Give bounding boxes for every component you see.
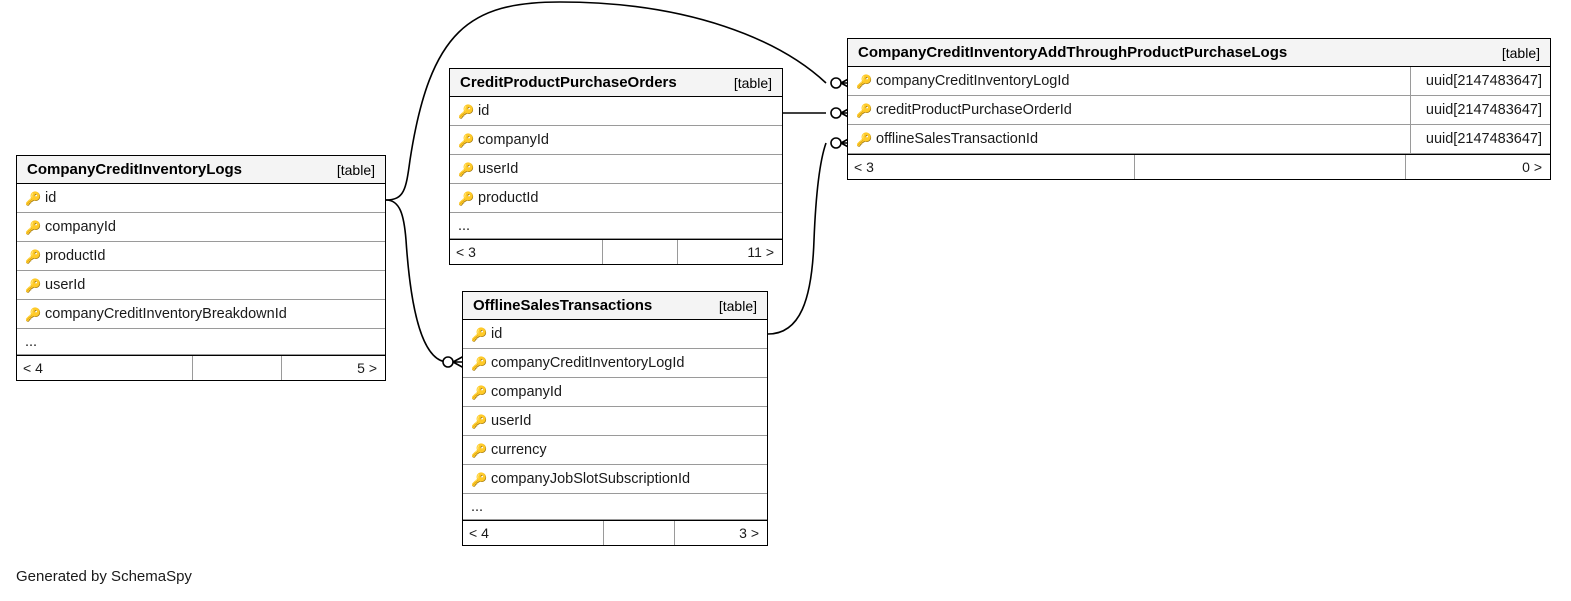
generated-by-credit: Generated by SchemaSpy (16, 568, 192, 585)
primary-key-icon: 🔑 (458, 103, 475, 119)
table-offline-sales-transactions[interactable] (462, 291, 768, 546)
table-footer (848, 154, 1550, 179)
table-row[interactable] (463, 378, 767, 407)
footer-middle (192, 356, 282, 380)
foreign-key-icon: 🔑 (25, 248, 42, 264)
footer-incoming-count[interactable]: < 4 (23, 360, 43, 376)
footer-incoming-count[interactable]: < 4 (469, 525, 489, 541)
column-type: uuid[2147483647] (1410, 96, 1550, 124)
foreign-key-icon: 🔑 (471, 442, 488, 458)
column-type: uuid[2147483647] (1410, 67, 1550, 95)
table-title (450, 69, 782, 97)
table-row[interactable] (848, 96, 1550, 125)
table-tag: [table] (336, 161, 375, 178)
primary-key-icon: 🔑 (856, 73, 873, 89)
column-name: companyId (45, 219, 116, 235)
column-name: offlineSalesTransactionId (876, 131, 1039, 147)
table-row[interactable] (17, 300, 385, 329)
foreign-key-icon: 🔑 (471, 384, 488, 400)
footer-outgoing-count[interactable]: 3 > (739, 525, 759, 541)
column-name: creditProductPurchaseOrderId (876, 102, 1072, 118)
column-type: uuid[2147483647] (1410, 125, 1550, 153)
column-name: userId (491, 413, 532, 429)
table-footer (463, 520, 767, 545)
table-name: CompanyCreditInventoryLogs (27, 161, 243, 178)
more-columns-indicator: ... (450, 213, 782, 239)
table-row[interactable] (463, 320, 767, 349)
table-footer (450, 239, 782, 264)
table-row[interactable] (848, 67, 1550, 96)
table-title (463, 292, 767, 320)
table-title (17, 156, 385, 184)
table-row[interactable] (450, 126, 782, 155)
table-company-credit-inventory-add-through-product-purchase-logs[interactable] (847, 38, 1551, 180)
table-row[interactable] (17, 213, 385, 242)
footer-outgoing-count[interactable]: 0 > (1522, 159, 1542, 175)
column-name: companyCreditInventoryLogId (876, 73, 1070, 89)
table-row[interactable] (463, 465, 767, 494)
foreign-key-icon: 🔑 (471, 355, 488, 371)
table-row[interactable] (450, 155, 782, 184)
table-row[interactable] (848, 125, 1550, 154)
table-row[interactable] (463, 349, 767, 378)
column-name: productId (45, 248, 106, 264)
footer-middle (603, 521, 675, 545)
column-name: companyJobSlotSubscriptionId (491, 471, 691, 487)
foreign-key-icon: 🔑 (458, 132, 475, 148)
table-tag: [table] (718, 297, 757, 314)
table-row[interactable] (463, 436, 767, 465)
primary-key-icon: 🔑 (25, 190, 42, 206)
table-company-credit-inventory-logs[interactable] (16, 155, 386, 381)
table-row[interactable] (17, 184, 385, 213)
table-name: CreditProductPurchaseOrders (460, 74, 677, 91)
column-name: currency (491, 442, 547, 458)
more-columns-indicator: ... (463, 494, 767, 520)
foreign-key-icon: 🔑 (471, 471, 488, 487)
foreign-key-icon: 🔑 (458, 190, 475, 206)
table-name: CompanyCreditInventoryAddThroughProductPurchaseLogs (858, 44, 1288, 61)
column-name: id (45, 190, 57, 206)
column-name: companyId (491, 384, 562, 400)
footer-outgoing-count[interactable]: 11 > (747, 244, 774, 260)
table-footer (17, 355, 385, 380)
table-tag: [table] (733, 74, 772, 91)
foreign-key-icon: 🔑 (25, 219, 42, 235)
column-name: companyCreditInventoryLogId (491, 355, 685, 371)
column-name: id (491, 326, 503, 342)
column-name: companyCreditInventoryBreakdownId (45, 306, 287, 322)
table-row[interactable] (450, 97, 782, 126)
foreign-key-icon: 🔑 (25, 277, 42, 293)
table-name: OfflineSalesTransactions (473, 297, 653, 314)
foreign-key-icon: 🔑 (856, 102, 873, 118)
foreign-key-icon: 🔑 (25, 306, 42, 322)
footer-outgoing-count[interactable]: 5 > (357, 360, 377, 376)
primary-key-icon: 🔑 (471, 326, 488, 342)
table-title (848, 39, 1550, 67)
footer-incoming-count[interactable]: < 3 (456, 244, 476, 260)
column-name: userId (478, 161, 519, 177)
foreign-key-icon: 🔑 (458, 161, 475, 177)
footer-middle (602, 240, 678, 264)
column-name: id (478, 103, 490, 119)
table-row[interactable] (17, 242, 385, 271)
footer-incoming-count[interactable]: < 3 (854, 159, 874, 175)
column-name: userId (45, 277, 86, 293)
table-tag: [table] (1501, 44, 1540, 61)
table-row[interactable] (17, 271, 385, 300)
column-name: productId (478, 190, 539, 206)
table-credit-product-purchase-orders[interactable] (449, 68, 783, 265)
foreign-key-icon: 🔑 (471, 413, 488, 429)
table-row[interactable] (450, 184, 782, 213)
column-name: companyId (478, 132, 549, 148)
foreign-key-icon: 🔑 (856, 131, 873, 147)
footer-middle (1134, 155, 1406, 179)
more-columns-indicator: ... (17, 329, 385, 355)
table-row[interactable] (463, 407, 767, 436)
